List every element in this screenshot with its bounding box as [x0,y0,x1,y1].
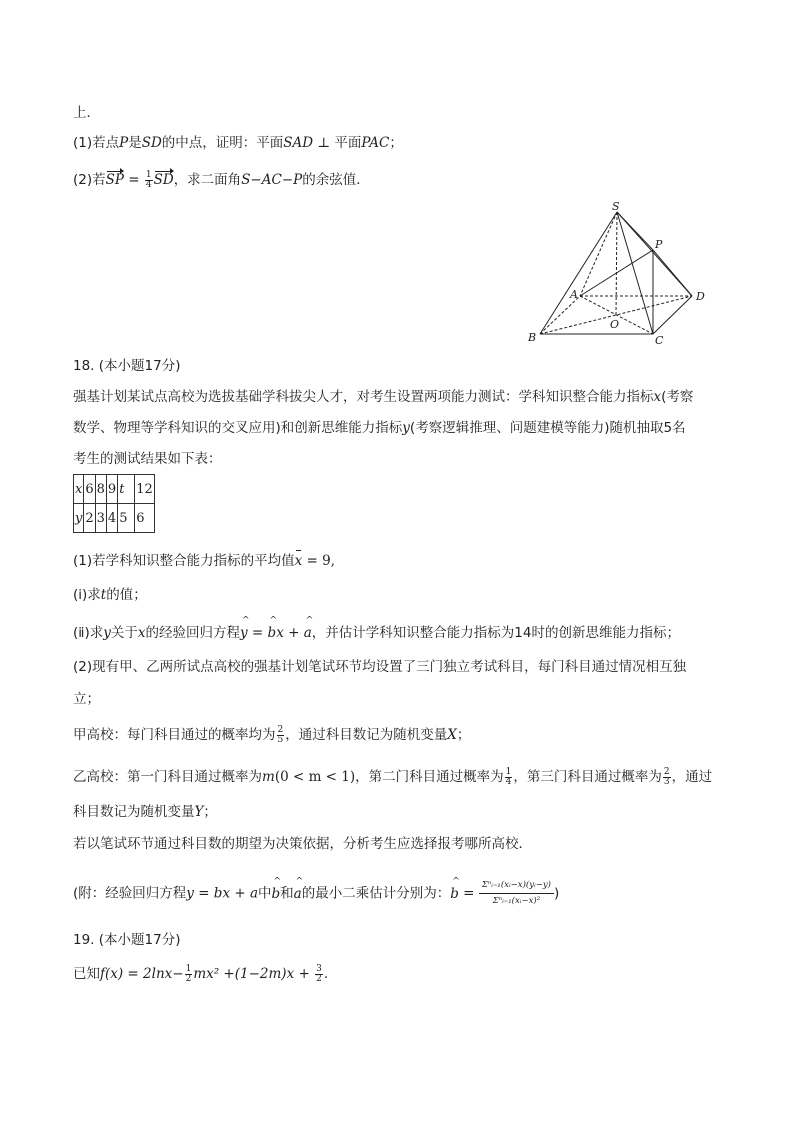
math-bhat: ^ b [450,884,459,904]
text: 上． [73,105,100,121]
continuation-text [73,103,100,123]
denominator: 4 [505,776,512,787]
numerator: 3 [316,963,322,974]
q18-sub-1i [73,585,147,605]
text: ； [203,804,217,820]
text: 的余弦值． [302,172,370,188]
text: (ⅱ)求 [73,625,104,641]
text: 中 [258,885,272,902]
text: 立； [73,691,100,707]
math-expr: mx² +(1−2m)x + [193,966,315,982]
fraction [277,726,285,745]
math-var: t [100,587,107,603]
math-var: x [653,389,662,405]
perp-symbol: ⊥ [313,135,335,151]
text: 科目数记为随机变量 [73,804,195,820]
text: ，求二面角 [173,172,242,188]
math-cond: (0 < m < 1) [274,769,356,785]
q18-school-yi-cont [73,802,217,822]
math-var: PAC [361,135,390,151]
q18-para-2 [73,418,686,438]
vector-sp: SP [105,172,124,188]
text: 的经验回归方程 [145,625,240,641]
text: (1)若点 [73,135,120,151]
label-S: S [612,200,620,213]
label-O: O [610,318,620,331]
q18-sub-1 [73,551,335,571]
fraction [145,171,153,190]
text: ，通过科目数记为随机变量 [285,727,448,743]
math-ahat: ^ a [304,623,312,643]
label-C: C [655,334,664,347]
text: = 9, [302,553,336,569]
q18-para-1 [73,387,693,407]
text: 关于 [110,625,138,641]
text: = [458,885,479,902]
fraction [185,965,193,984]
numerator: 1 [505,766,512,777]
table-row [74,504,155,533]
text: 是 [128,135,142,151]
q18-school-jia [73,725,470,745]
text: (考察逻辑推理、问题建模等能力)随机抽取5名 [409,420,686,436]
table-row [74,475,155,504]
table-cell: 9 [106,475,117,504]
vector-sd: SD [153,172,174,188]
q19-function [73,964,328,984]
q18-sub-1ii [73,623,680,643]
label-B: B [528,331,537,344]
text: + [283,625,304,641]
q19-header [73,930,180,950]
pyramid-figure [520,200,720,350]
text: 的最小二乘估计分别为： [301,885,451,902]
table-cell: 6 [84,475,95,504]
table-cell: 3 [95,504,106,533]
numerator: 2 [663,766,670,777]
text: (1)若学科知识整合能力指标的平均值 [73,553,295,569]
math-var: y [402,420,410,436]
text: 已知 [73,966,100,982]
math-expr: S−AC−P [241,172,303,188]
math-var: x [137,625,146,641]
text: (2)若 [73,172,106,188]
text: 19. (本小题17分) [73,932,181,948]
table-cell: 5 [118,504,135,533]
text: ，第三门科目通过概率为 [513,769,662,785]
text: 和 [280,885,294,902]
denominator: 2 [185,973,192,984]
text: 乙高校：第一门科目通过概率为 [73,769,262,785]
text: (附：经验回归方程 [73,885,187,902]
math-var: X [447,727,457,743]
least-squares-fraction [479,880,554,907]
table-cell: y [74,504,84,533]
text: ； [456,727,471,743]
math-expr: f(x) = 2lnx− [100,966,184,982]
text: 的中点，证明：平面 [161,135,284,151]
text: (考察 [661,389,694,405]
numerator: Σⁿᵢ₌₁(xᵢ−x)(yᵢ−y) [479,880,554,894]
math-bhat: ^ b [272,884,281,904]
text: 考生的测试结果如下表： [73,451,222,467]
fraction [663,768,671,787]
text: 18. (本小题17分) [73,358,181,374]
denominator: Σⁿᵢ₌₁(xᵢ−x)² [492,896,541,906]
text: 若以笔试环节通过科目数的期望为决策依据，分析考生应选择报考哪所高校． [73,836,532,852]
text: = [123,172,144,188]
math-equation: y = bx + a [186,885,258,902]
math-var: SD [141,135,162,151]
math-var: y [103,625,111,641]
denominator: 5 [277,734,284,745]
text: 甲高校：每门科目通过的概率均为 [73,727,276,743]
table-cell: 4 [106,504,117,533]
math-var: Y [194,804,204,820]
fraction [315,965,323,984]
text: . [323,966,329,982]
denominator: 4 [145,179,152,190]
question-part-2 [73,170,370,190]
q18-sub-2-cont [73,689,100,709]
table-cell: 2 [84,504,95,533]
math-var: x [276,625,284,641]
q18-para-3 [73,449,222,469]
q18-note [73,880,559,907]
text: 数学、物理等学科知识的交叉应用)和创新思维能力指标 [73,420,403,436]
text: (2)现有甲、乙两所试点高校的强基计划笔试环节均设置了三门独立考试科目，每门科目通过情况相互独 [73,659,687,675]
q18-header [73,356,180,376]
denominator: 2 [316,973,322,984]
text: ，并估计学科知识整合能力指标为14时的创新思维能力指标； [311,625,680,641]
label-A: A [570,288,578,301]
fraction [505,768,513,787]
text: ，通过 [671,769,713,785]
text: ) [553,885,560,902]
math-var: SAD [283,135,314,151]
table-cell: 8 [95,475,106,504]
math-xbar: x [294,553,303,569]
text: (ⅰ)求 [73,587,101,603]
math-ahat: ^ a [294,884,302,904]
table-cell: 12 [135,475,155,504]
data-table [73,474,155,533]
table-cell: t [118,475,135,504]
label-D: D [696,290,705,303]
math-var: m [262,769,275,785]
text: ，第二门科目通过概率为 [355,769,504,785]
q18-decision [73,834,532,854]
text: 的值； [106,587,147,603]
q18-school-yi [73,767,712,787]
question-part-1 [73,133,403,153]
numerator: 1 [185,963,192,974]
math-var: P [119,135,129,151]
q18-sub-2 [73,657,686,677]
table-cell: x [74,475,84,504]
denominator: 3 [663,776,670,787]
math-yhat: ^ y [240,623,248,643]
numerator: 1 [145,169,152,180]
text: 强基计划某试点高校为选拔基础学科拔尖人才，对考生设置两项能力测试：学科知识整合能力指标 [73,389,654,405]
table-cell: 6 [135,504,155,533]
text: 平面 [334,135,362,151]
text: ； [389,135,403,151]
numerator: 2 [277,724,284,735]
label-P: P [655,238,663,251]
math-bhat: ^ b [268,623,277,643]
text: = [247,625,268,641]
